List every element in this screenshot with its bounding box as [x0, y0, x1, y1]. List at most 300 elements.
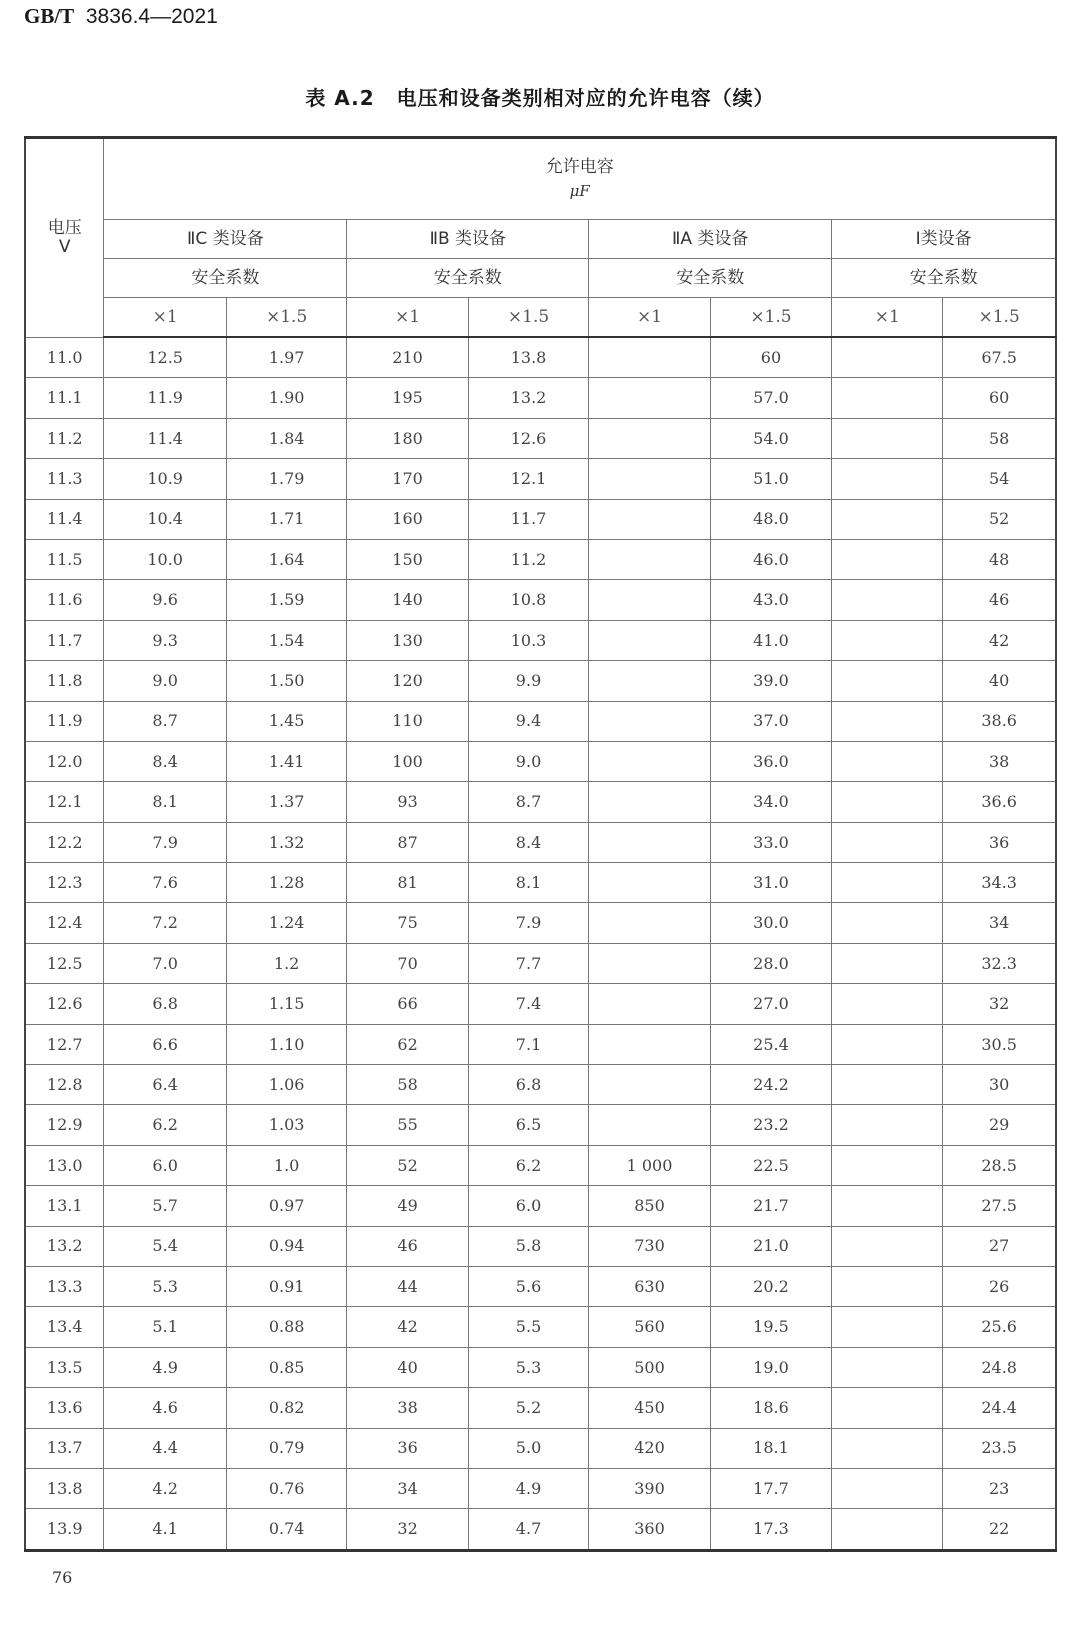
page-number: 76	[52, 1568, 73, 1587]
capacitance-cell: 420	[589, 1428, 710, 1468]
capacitance-cell: 19.5	[710, 1307, 831, 1347]
capacitance-cell: 1.50	[226, 661, 346, 701]
capacitance-cell: 27.5	[943, 1186, 1056, 1226]
capacitance-cell	[832, 499, 943, 539]
table-row	[25, 1509, 1056, 1550]
capacitance-cell	[832, 1226, 943, 1266]
capacitance-cell: 0.94	[226, 1226, 346, 1266]
capacitance-cell: 6.8	[468, 1065, 588, 1105]
capacitance-cell: 140	[347, 580, 468, 620]
capacitance-cell: 13.2	[468, 378, 588, 418]
capacitance-cell: 17.3	[710, 1509, 831, 1550]
capacitance-cell: 7.9	[468, 903, 588, 943]
capacitance-cell: 39.0	[710, 661, 831, 701]
capacitance-group-unit: μF	[569, 182, 590, 201]
voltage-cell: 11.0	[25, 337, 104, 378]
voltage-cell: 13.0	[25, 1145, 104, 1185]
capacitance-cell	[832, 782, 943, 822]
capacitance-group-label: 允许电容	[545, 157, 614, 178]
capacitance-cell: 1.59	[226, 580, 346, 620]
capacitance-cell: 1.32	[226, 822, 346, 862]
capacitance-cell: 51.0	[710, 459, 831, 499]
capacitance-cell	[589, 580, 710, 620]
standard-code-prefix: GB/T	[24, 4, 75, 28]
table-caption	[0, 82, 1080, 111]
capacitance-cell	[832, 1145, 943, 1185]
table-row	[25, 1468, 1056, 1508]
capacitance-cell	[832, 580, 943, 620]
table-row	[25, 539, 1056, 579]
table-row	[25, 1266, 1056, 1306]
table-row	[25, 1186, 1056, 1226]
capacitance-cell: 1.2	[226, 943, 346, 983]
voltage-header-unit: V	[58, 236, 71, 257]
capacitance-cell: 93	[347, 782, 468, 822]
voltage-cell: 12.5	[25, 943, 104, 983]
capacitance-cell: 1 000	[589, 1145, 710, 1185]
voltage-cell: 11.7	[25, 620, 104, 660]
capacitance-cell: 54	[943, 459, 1056, 499]
table-row	[25, 863, 1056, 903]
capacitance-cell: 7.4	[468, 984, 588, 1024]
capacitance-cell: 150	[347, 539, 468, 579]
capacitance-cell: 27	[943, 1226, 1056, 1266]
capacitance-cell: 8.7	[468, 782, 588, 822]
capacitance-cell: 30	[943, 1065, 1056, 1105]
voltage-cell: 13.7	[25, 1428, 104, 1468]
voltage-cell: 13.8	[25, 1468, 104, 1508]
capacitance-cell: 7.0	[104, 943, 227, 983]
standard-code	[24, 4, 218, 29]
capacitance-cell: 22.5	[710, 1145, 831, 1185]
capacitance-cell: 30.0	[710, 903, 831, 943]
capacitance-cell: 1.79	[226, 459, 346, 499]
capacitance-group-header	[104, 138, 1056, 220]
table-row	[25, 620, 1056, 660]
capacitance-cell	[589, 863, 710, 903]
capacitance-cell: 195	[347, 378, 468, 418]
capacitance-cell: 0.91	[226, 1266, 346, 1306]
capacitance-cell: 1.03	[226, 1105, 346, 1145]
capacitance-cell: 210	[347, 337, 468, 378]
capacitance-cell: 1.10	[226, 1024, 346, 1064]
capacitance-cell: 22	[943, 1509, 1056, 1550]
capacitance-cell: 32	[943, 984, 1056, 1024]
table-row	[25, 701, 1056, 741]
voltage-cell: 12.4	[25, 903, 104, 943]
capacitance-cell	[832, 620, 943, 660]
capacitance-cell: 0.79	[226, 1428, 346, 1468]
capacitance-cell: 11.4	[104, 418, 227, 458]
capacitance-cell: 12.1	[468, 459, 588, 499]
capacitance-cell: 450	[589, 1388, 710, 1428]
capacitance-cell: 1.97	[226, 337, 346, 378]
voltage-cell: 11.6	[25, 580, 104, 620]
capacitance-cell	[832, 1186, 943, 1226]
capacitance-cell: 1.37	[226, 782, 346, 822]
voltage-cell: 13.9	[25, 1509, 104, 1550]
capacitance-cell: 75	[347, 903, 468, 943]
capacitance-cell	[589, 943, 710, 983]
capacitance-cell	[832, 1509, 943, 1550]
capacitance-cell: 46	[943, 580, 1056, 620]
capacitance-cell: 8.4	[104, 741, 227, 781]
category-header-iib: ⅡB 类设备	[347, 220, 589, 259]
capacitance-cell: 24.2	[710, 1065, 831, 1105]
capacitance-cell: 34.0	[710, 782, 831, 822]
capacitance-cell: 5.3	[468, 1347, 588, 1387]
capacitance-cell: 42	[347, 1307, 468, 1347]
capacitance-cell	[832, 943, 943, 983]
capacitance-cell: 38	[943, 741, 1056, 781]
capacitance-cell: 11.7	[468, 499, 588, 539]
table-row	[25, 984, 1056, 1024]
capacitance-cell	[832, 741, 943, 781]
capacitance-cell: 10.9	[104, 459, 227, 499]
capacitance-cell: 21.0	[710, 1226, 831, 1266]
capacitance-cell: 31.0	[710, 863, 831, 903]
safety-factor-header: 安全系数	[104, 259, 347, 298]
table-row	[25, 1226, 1056, 1266]
table-caption-title: 电压和设备类别相对应的允许电容（续）	[396, 86, 775, 110]
capacitance-cell: 43.0	[710, 580, 831, 620]
multiplier-header: ×1.5	[468, 298, 588, 338]
capacitance-cell	[832, 903, 943, 943]
voltage-cell: 13.4	[25, 1307, 104, 1347]
capacitance-cell: 28.5	[943, 1145, 1056, 1185]
table-row	[25, 1307, 1056, 1347]
capacitance-cell: 6.6	[104, 1024, 227, 1064]
capacitance-cell: 32	[347, 1509, 468, 1550]
capacitance-cell: 29	[943, 1105, 1056, 1145]
capacitance-cell: 1.90	[226, 378, 346, 418]
capacitance-cell	[589, 499, 710, 539]
capacitance-cell	[589, 337, 710, 378]
capacitance-cell: 9.0	[104, 661, 227, 701]
voltage-cell: 12.1	[25, 782, 104, 822]
table-row	[25, 1065, 1056, 1105]
capacitance-cell: 6.2	[104, 1105, 227, 1145]
multiplier-header: ×1.5	[226, 298, 346, 338]
voltage-cell: 12.8	[25, 1065, 104, 1105]
capacitance-cell: 730	[589, 1226, 710, 1266]
capacitance-cell: 34	[943, 903, 1056, 943]
table-row	[25, 580, 1056, 620]
capacitance-cell	[832, 661, 943, 701]
capacitance-cell	[589, 661, 710, 701]
capacitance-cell: 24.8	[943, 1347, 1056, 1387]
table-row	[25, 1347, 1056, 1387]
table-row	[25, 782, 1056, 822]
category-header-iic: ⅡC 类设备	[104, 220, 347, 259]
table-caption-label: 表 A.2	[305, 86, 375, 110]
capacitance-cell: 5.0	[468, 1428, 588, 1468]
capacitance-cell: 7.9	[104, 822, 227, 862]
capacitance-cell: 57.0	[710, 378, 831, 418]
capacitance-cell	[589, 984, 710, 1024]
capacitance-cell: 17.7	[710, 1468, 831, 1508]
capacitance-cell	[832, 459, 943, 499]
capacitance-cell: 10.8	[468, 580, 588, 620]
voltage-header	[25, 138, 104, 338]
capacitance-cell: 560	[589, 1307, 710, 1347]
capacitance-cell: 46.0	[710, 539, 831, 579]
capacitance-cell	[589, 378, 710, 418]
table-row	[25, 741, 1056, 781]
capacitance-cell: 27.0	[710, 984, 831, 1024]
capacitance-cell	[589, 620, 710, 660]
capacitance-cell: 10.0	[104, 539, 227, 579]
voltage-cell: 12.0	[25, 741, 104, 781]
capacitance-cell	[832, 418, 943, 458]
capacitance-cell: 0.85	[226, 1347, 346, 1387]
capacitance-cell: 60	[710, 337, 831, 378]
capacitance-cell: 4.9	[104, 1347, 227, 1387]
capacitance-cell: 9.0	[468, 741, 588, 781]
capacitance-cell: 25.4	[710, 1024, 831, 1064]
capacitance-cell	[589, 701, 710, 741]
capacitance-cell	[832, 1347, 943, 1387]
safety-factor-header: 安全系数	[347, 259, 589, 298]
table-row	[25, 499, 1056, 539]
voltage-cell: 11.9	[25, 701, 104, 741]
capacitance-cell	[589, 782, 710, 822]
table-row	[25, 378, 1056, 418]
table-row	[25, 1428, 1056, 1468]
capacitance-cell: 41.0	[710, 620, 831, 660]
capacitance-cell: 36.6	[943, 782, 1056, 822]
capacitance-cell	[589, 418, 710, 458]
table-row	[25, 822, 1056, 862]
capacitance-cell: 7.2	[104, 903, 227, 943]
capacitance-cell: 8.1	[468, 863, 588, 903]
capacitance-cell: 6.4	[104, 1065, 227, 1105]
capacitance-cell: 5.8	[468, 1226, 588, 1266]
capacitance-cell: 70	[347, 943, 468, 983]
capacitance-cell: 40	[347, 1347, 468, 1387]
voltage-cell: 13.1	[25, 1186, 104, 1226]
capacitance-cell: 500	[589, 1347, 710, 1387]
capacitance-cell: 18.1	[710, 1428, 831, 1468]
voltage-cell: 11.2	[25, 418, 104, 458]
capacitance-cell: 12.5	[104, 337, 227, 378]
capacitance-cell: 23.5	[943, 1428, 1056, 1468]
capacitance-cell: 5.1	[104, 1307, 227, 1347]
capacitance-cell	[832, 1065, 943, 1105]
table-row	[25, 459, 1056, 499]
table-row	[25, 1024, 1056, 1064]
voltage-cell: 11.1	[25, 378, 104, 418]
capacitance-cell: 30.5	[943, 1024, 1056, 1064]
voltage-cell: 12.3	[25, 863, 104, 903]
capacitance-cell	[832, 701, 943, 741]
capacitance-cell: 1.71	[226, 499, 346, 539]
capacitance-cell: 20.2	[710, 1266, 831, 1306]
capacitance-cell: 26	[943, 1266, 1056, 1306]
capacitance-cell	[589, 539, 710, 579]
capacitance-cell: 9.6	[104, 580, 227, 620]
capacitance-cell: 9.9	[468, 661, 588, 701]
capacitance-cell: 21.7	[710, 1186, 831, 1226]
capacitance-cell: 0.88	[226, 1307, 346, 1347]
capacitance-cell: 58	[347, 1065, 468, 1105]
table-row	[25, 661, 1056, 701]
capacitance-cell: 18.6	[710, 1388, 831, 1428]
capacitance-cell: 6.0	[468, 1186, 588, 1226]
capacitance-cell: 7.7	[468, 943, 588, 983]
voltage-cell: 11.8	[25, 661, 104, 701]
capacitance-cell: 390	[589, 1468, 710, 1508]
table-row	[25, 1388, 1056, 1428]
capacitance-cell: 38	[347, 1388, 468, 1428]
capacitance-cell: 4.4	[104, 1428, 227, 1468]
capacitance-cell: 0.82	[226, 1388, 346, 1428]
capacitance-cell: 34.3	[943, 863, 1056, 903]
capacitance-cell: 1.54	[226, 620, 346, 660]
capacitance-cell	[589, 903, 710, 943]
capacitance-cell: 23.2	[710, 1105, 831, 1145]
table-row	[25, 1145, 1056, 1185]
capacitance-cell: 5.7	[104, 1186, 227, 1226]
capacitance-cell: 36	[943, 822, 1056, 862]
capacitance-cell: 4.9	[468, 1468, 588, 1508]
capacitance-cell	[832, 539, 943, 579]
capacitance-cell: 11.9	[104, 378, 227, 418]
table-row	[25, 337, 1056, 378]
capacitance-cell: 1.84	[226, 418, 346, 458]
capacitance-cell: 0.74	[226, 1509, 346, 1550]
capacitance-cell: 10.4	[104, 499, 227, 539]
capacitance-cell: 55	[347, 1105, 468, 1145]
capacitance-cell: 32.3	[943, 943, 1056, 983]
capacitance-cell: 1.15	[226, 984, 346, 1024]
capacitance-cell: 12.6	[468, 418, 588, 458]
capacitance-cell: 52	[347, 1145, 468, 1185]
capacitance-cell: 1.28	[226, 863, 346, 903]
capacitance-cell	[589, 822, 710, 862]
capacitance-cell: 1.24	[226, 903, 346, 943]
capacitance-cell: 87	[347, 822, 468, 862]
capacitance-cell	[832, 863, 943, 903]
voltage-header-label: 电压	[47, 218, 82, 239]
voltage-cell: 11.3	[25, 459, 104, 499]
capacitance-cell	[589, 741, 710, 781]
multiplier-header: ×1.5	[710, 298, 831, 338]
capacitance-cell: 0.76	[226, 1468, 346, 1508]
capacitance-cell: 1.41	[226, 741, 346, 781]
capacitance-cell: 42	[943, 620, 1056, 660]
capacitance-cell: 1.45	[226, 701, 346, 741]
capacitance-cell	[832, 1307, 943, 1347]
capacitance-cell	[589, 1024, 710, 1064]
capacitance-cell: 5.3	[104, 1266, 227, 1306]
capacitance-cell: 46	[347, 1226, 468, 1266]
capacitance-cell	[832, 337, 943, 378]
multiplier-header: ×1	[832, 298, 943, 338]
capacitance-cell: 8.4	[468, 822, 588, 862]
capacitance-cell	[589, 459, 710, 499]
capacitance-cell: 48.0	[710, 499, 831, 539]
capacitance-cell: 28.0	[710, 943, 831, 983]
voltage-cell: 13.6	[25, 1388, 104, 1428]
capacitance-cell: 6.8	[104, 984, 227, 1024]
capacitance-cell: 13.8	[468, 337, 588, 378]
capacitance-cell: 100	[347, 741, 468, 781]
capacitance-cell: 1.64	[226, 539, 346, 579]
capacitance-cell	[832, 378, 943, 418]
capacitance-cell: 1.06	[226, 1065, 346, 1105]
capacitance-cell: 52	[943, 499, 1056, 539]
capacitance-cell: 10.3	[468, 620, 588, 660]
voltage-cell: 13.5	[25, 1347, 104, 1387]
capacitance-cell: 120	[347, 661, 468, 701]
capacitance-cell: 6.2	[468, 1145, 588, 1185]
capacitance-table	[24, 136, 1057, 1552]
capacitance-cell: 23	[943, 1468, 1056, 1508]
table-row	[25, 903, 1056, 943]
capacitance-cell: 5.4	[104, 1226, 227, 1266]
capacitance-cell	[589, 1105, 710, 1145]
safety-factor-header: 安全系数	[832, 259, 1056, 298]
capacitance-cell: 66	[347, 984, 468, 1024]
capacitance-cell: 40	[943, 661, 1056, 701]
capacitance-cell	[832, 1105, 943, 1145]
capacitance-cell: 4.2	[104, 1468, 227, 1508]
capacitance-cell	[832, 822, 943, 862]
category-header-i: Ⅰ类设备	[832, 220, 1056, 259]
capacitance-cell: 130	[347, 620, 468, 660]
voltage-cell: 13.3	[25, 1266, 104, 1306]
capacitance-cell: 67.5	[943, 337, 1056, 378]
category-header-iia: ⅡA 类设备	[589, 220, 832, 259]
capacitance-cell: 7.6	[104, 863, 227, 903]
capacitance-cell	[832, 984, 943, 1024]
voltage-cell: 12.2	[25, 822, 104, 862]
capacitance-cell: 4.1	[104, 1509, 227, 1550]
capacitance-cell: 48	[943, 539, 1056, 579]
capacitance-cell: 36.0	[710, 741, 831, 781]
capacitance-cell: 0.97	[226, 1186, 346, 1226]
capacitance-cell: 24.4	[943, 1388, 1056, 1428]
capacitance-cell: 7.1	[468, 1024, 588, 1064]
capacitance-cell: 1.0	[226, 1145, 346, 1185]
capacitance-cell: 62	[347, 1024, 468, 1064]
capacitance-cell: 4.6	[104, 1388, 227, 1428]
capacitance-cell: 850	[589, 1186, 710, 1226]
capacitance-cell	[832, 1266, 943, 1306]
capacitance-cell: 19.0	[710, 1347, 831, 1387]
multiplier-header: ×1	[589, 298, 710, 338]
capacitance-cell: 25.6	[943, 1307, 1056, 1347]
capacitance-cell: 36	[347, 1428, 468, 1468]
capacitance-cell: 5.2	[468, 1388, 588, 1428]
capacitance-cell: 5.5	[468, 1307, 588, 1347]
capacitance-cell: 34	[347, 1468, 468, 1508]
standard-code-number: 3836.4—2021	[85, 5, 218, 28]
voltage-cell: 13.2	[25, 1226, 104, 1266]
capacitance-cell	[832, 1024, 943, 1064]
capacitance-cell	[832, 1468, 943, 1508]
voltage-cell: 12.9	[25, 1105, 104, 1145]
table-row	[25, 418, 1056, 458]
capacitance-cell: 8.7	[104, 701, 227, 741]
table-body	[25, 337, 1056, 1550]
capacitance-cell	[832, 1388, 943, 1428]
capacitance-cell: 60	[943, 378, 1056, 418]
capacitance-cell: 180	[347, 418, 468, 458]
capacitance-cell: 11.2	[468, 539, 588, 579]
multiplier-header: ×1	[104, 298, 227, 338]
